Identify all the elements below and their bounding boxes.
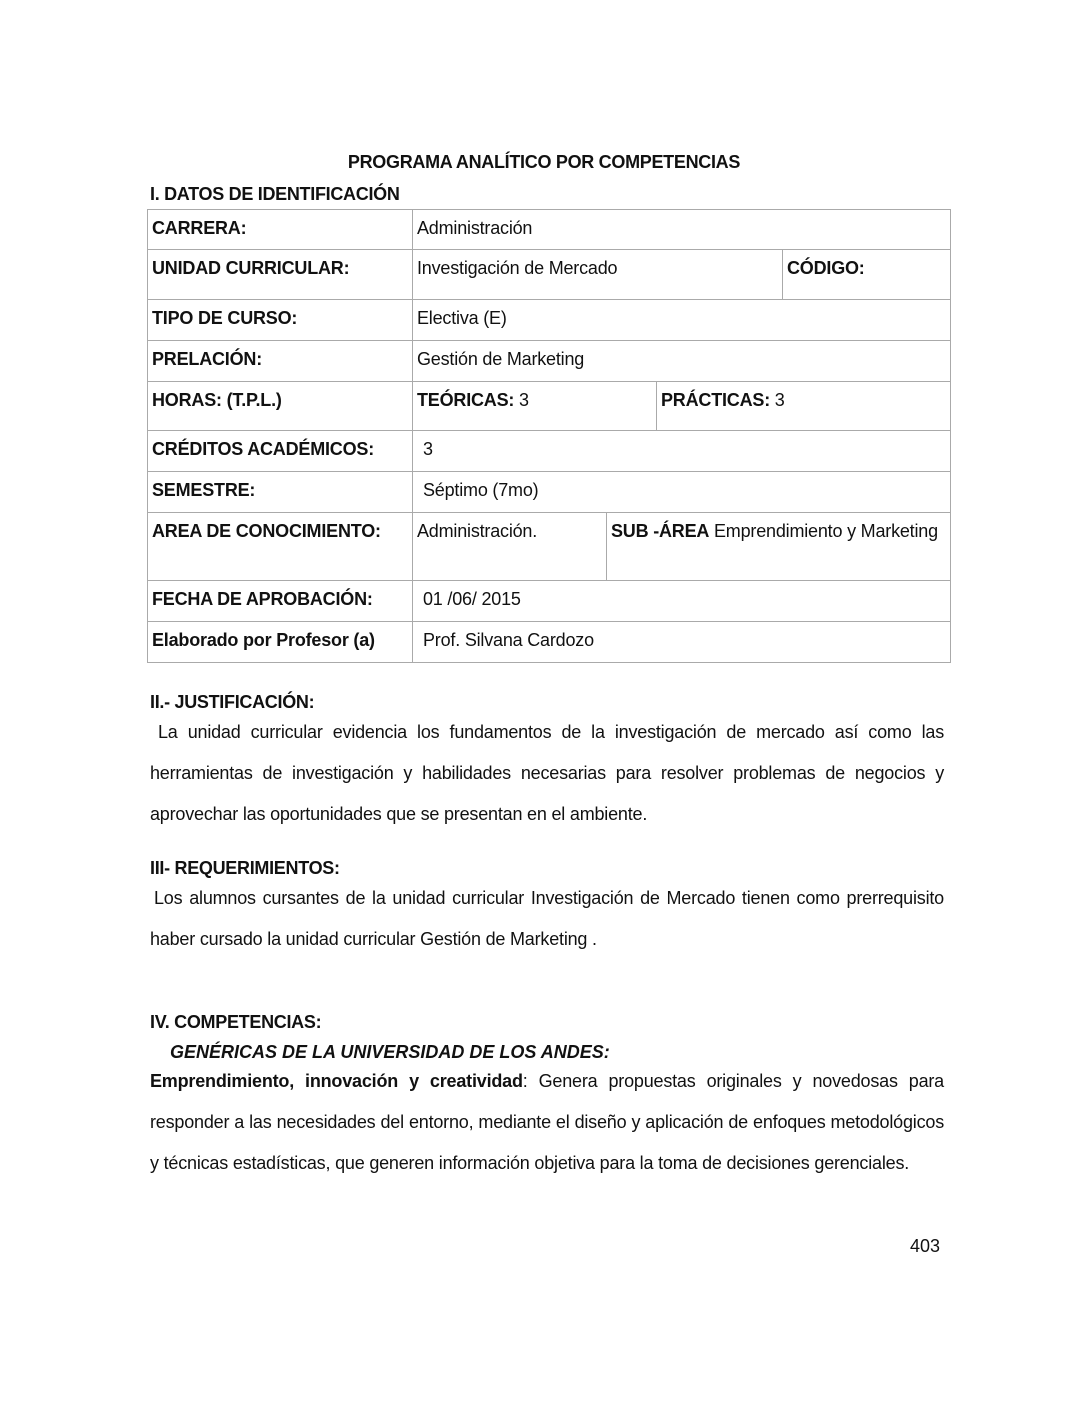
section-competencias-heading: IV. COMPETENCIAS: [150,1012,322,1032]
unidad-value: Investigación de Mercado [412,250,782,299]
table-row-carrera [147,209,951,250]
competencia-name: Emprendimiento, innovación y creatividad [150,1071,523,1091]
elaborado-label: Elaborado por Profesor (a) [152,630,375,650]
carrera-value: Administración [412,210,950,249]
carrera-label: CARRERA: [152,218,247,238]
subarea-label: SUB -ÁREA [611,521,710,541]
tipo-label: TIPO DE CURSO: [152,308,298,328]
table-row-elaborado [147,622,951,663]
semestre-label: SEMESTRE: [152,480,256,500]
section-justificacion-heading: II.- JUSTIFICACIÓN: [150,692,315,712]
fecha-label: FECHA DE APROBACIÓN: [152,589,373,609]
genericas-subheading: GENÉRICAS DE LA UNIVERSIDAD DE LOS ANDES: [170,1042,610,1062]
table-row-prelacion [147,341,951,382]
table-row-creditos [147,431,951,472]
fecha-value: 01 /06/ 2015 [412,581,950,621]
requerimientos-paragraph: Los alumnos cursantes de la unidad curricular Investigación de Mercado tienen como prerrequisito haber cursado la unidad curricular Gestión de Marketing . [150,888,944,949]
prelacion-label: PRELACIÓN: [152,349,262,369]
semestre-value: Séptimo (7mo) [412,472,950,512]
prelacion-value: Gestión de Marketing [412,341,950,381]
practicas-cell [656,382,950,430]
table-row-unidad [147,250,951,300]
teoricas-label: TEÓRICAS: [417,390,515,410]
table-row-horas [147,382,951,431]
teoricas-cell [412,382,656,430]
practicas-value: 3 [770,390,785,410]
competencia-paragraph [150,1061,944,1184]
subarea-value: Emprendimiento y Marketing [709,521,938,541]
section-requerimientos-heading: III- REQUERIMIENTOS: [150,858,340,878]
creditos-label: CRÉDITOS ACADÉMICOS: [152,439,375,459]
area-value: Administración. [412,513,606,580]
tipo-value: Electiva (E) [412,300,950,340]
horas-label: HORAS: (T.P.L.) [152,390,282,410]
table-row-semestre [147,472,951,513]
document-title: PROGRAMA ANALÍTICO POR COMPETENCIAS [347,152,741,172]
creditos-value: 3 [412,431,950,471]
subarea-cell [606,513,950,580]
codigo-label: CÓDIGO: [782,250,950,299]
table-row-fecha [147,581,951,622]
elaborado-value: Prof. Silvana Cardozo [412,622,950,662]
teoricas-value: 3 [514,390,529,410]
table-row-area [147,513,951,581]
practicas-label: PRÁCTICAS: [661,390,770,410]
area-label: AREA DE CONOCIMIENTO: [152,521,381,541]
unidad-label: UNIDAD CURRICULAR: [152,258,350,278]
justificacion-paragraph: La unidad curricular evidencia los fundamentos de la investigación de mercado así como las herramientas de investigación y habilidades necesarias para resolver problemas de negocios y aprovechar las oportunidades que se presentan en el ambiente. [150,722,944,824]
page-number: 403 [910,1236,941,1256]
competencia-description: : Genera propuestas originales y novedosas para responder a las necesidades del entorno, mediante el diseño y aplicación de enfoques metodológicos y técnicas estadísticas, que generen información objetiva para la toma de decisiones gerenciales. [150,1071,944,1173]
identification-table [147,209,951,663]
section-identificacion-heading: I. DATOS DE IDENTIFICACIÓN [150,184,400,204]
table-row-tipo [147,300,951,341]
